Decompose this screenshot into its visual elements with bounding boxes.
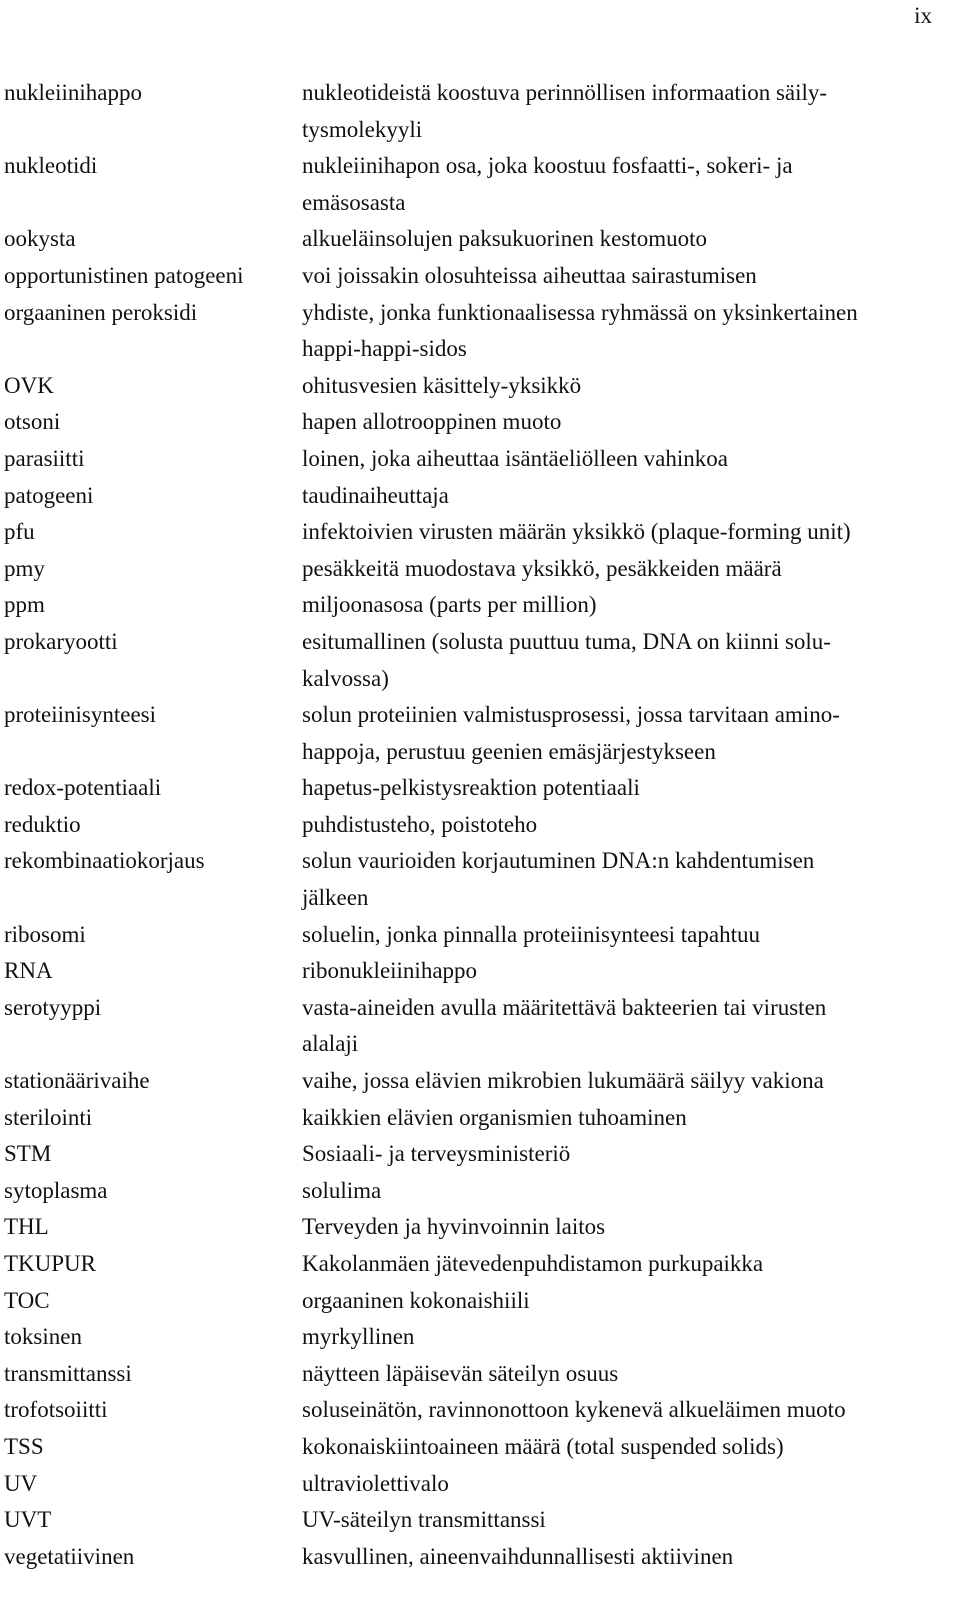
glossary-term: pmy xyxy=(4,555,45,581)
glossary-entry xyxy=(4,1539,940,1576)
glossary-definition: soluseinätön, ravinnonottoon kykenevä alkueläimen muoto xyxy=(302,1397,846,1423)
glossary-entry xyxy=(4,770,940,807)
glossary-entry xyxy=(4,221,940,258)
glossary-entry xyxy=(4,587,940,624)
glossary-term: UV xyxy=(4,1470,38,1496)
glossary-definition: vasta-aineiden avulla määritettävä bakteerien tai virusten alalaji xyxy=(302,994,827,1057)
glossary-definition: taudinaiheuttaja xyxy=(302,482,449,508)
glossary-definition: alkueläinsolujen paksukuorinen kestomuoto xyxy=(302,226,707,252)
glossary-definition: infektoivien virusten määrän yksikkö (plaque-forming unit) xyxy=(302,519,851,545)
glossary-definition: voi joissakin olosuhteissa aiheuttaa sairastumisen xyxy=(302,262,757,288)
glossary-entry xyxy=(4,258,940,295)
glossary-definition: yhdiste, jonka funktionaalisessa ryhmässä on yksinkertainen happi-happi-sidos xyxy=(302,299,858,362)
glossary-term: stationäärivaihe xyxy=(4,1068,150,1094)
glossary-entry xyxy=(4,1209,940,1246)
glossary-entry xyxy=(4,1356,940,1393)
glossary-term: vegetatiivinen xyxy=(4,1543,135,1569)
glossary-term: rekombinaatiokorjaus xyxy=(4,848,205,874)
glossary-definition: solun vaurioiden korjautuminen DNA:n kahdentumisen jälkeen xyxy=(302,848,815,911)
glossary-definition: kasvullinen, aineenvaihdunnallisesti aktiivinen xyxy=(302,1543,734,1569)
glossary-entry xyxy=(4,1502,940,1539)
glossary-term: STM xyxy=(4,1141,52,1167)
glossary-definition: loinen, joka aiheuttaa isäntäeliölleen vahinkoa xyxy=(302,445,728,471)
page-number: ix xyxy=(914,3,932,28)
glossary-definition: puhdistusteho, poistoteho xyxy=(302,811,538,837)
glossary-term: parasiitti xyxy=(4,445,85,471)
glossary-definition: ohitusvesien käsittely-yksikkö xyxy=(302,372,582,398)
glossary-entry xyxy=(4,807,940,844)
glossary-list xyxy=(4,75,940,1575)
glossary-entry xyxy=(4,990,940,1063)
glossary-entry xyxy=(4,368,940,405)
glossary-term: serotyyppi xyxy=(4,994,102,1020)
glossary-term: ribosomi xyxy=(4,921,86,947)
glossary-definition: orgaaninen kokonaishiili xyxy=(302,1287,530,1313)
glossary-term: UVT xyxy=(4,1507,52,1533)
glossary-entry xyxy=(4,148,940,221)
glossary-definition: myrkyllinen xyxy=(302,1324,415,1350)
glossary-entry xyxy=(4,843,940,916)
glossary-entry xyxy=(4,1063,940,1100)
glossary-term: RNA xyxy=(4,958,53,984)
glossary-entry xyxy=(4,75,940,148)
glossary-term: THL xyxy=(4,1214,49,1240)
glossary-entry xyxy=(4,1392,940,1429)
glossary-term: trofotsoiitti xyxy=(4,1397,108,1423)
glossary-term: prokaryootti xyxy=(4,628,118,654)
glossary-definition: hapetus-pelkistysreaktion potentiaali xyxy=(302,775,640,801)
glossary-entry xyxy=(4,1100,940,1137)
glossary-definition: Sosiaali- ja terveysministeriö xyxy=(302,1141,571,1167)
glossary-definition: kaikkien elävien organismien tuhoaminen xyxy=(302,1104,687,1130)
glossary-definition: ribonukleiinihappo xyxy=(302,958,478,984)
glossary-entry xyxy=(4,1283,940,1320)
glossary-definition: solun proteiinien valmistusprosessi, jossa tarvitaan amino- happoja, perustuu geenien emäsjärjestykseen xyxy=(302,702,840,764)
glossary-entry xyxy=(4,478,940,515)
glossary-term: TOC xyxy=(4,1287,50,1313)
glossary-definition: Kakolanmäen jätevedenpuhdistamon purkupaikka xyxy=(302,1251,764,1276)
glossary-definition: pesäkkeitä muodostava yksikkö, pesäkkeiden määrä xyxy=(302,555,782,581)
glossary-term: nukleiinihappo xyxy=(4,80,142,105)
glossary-entry xyxy=(4,441,940,478)
glossary-definition: UV-säteilyn transmittanssi xyxy=(302,1507,546,1533)
glossary-term: redox-potentiaali xyxy=(4,775,162,801)
glossary-term: TKUPUR xyxy=(4,1251,97,1276)
glossary-definition: Terveyden ja hyvinvoinnin laitos xyxy=(302,1214,606,1240)
glossary-entry xyxy=(4,624,940,697)
glossary-definition: solulima xyxy=(302,1177,382,1203)
glossary-term: proteiinisynteesi xyxy=(4,702,157,728)
glossary-entry xyxy=(4,1246,940,1283)
glossary-term: orgaaninen peroksidi xyxy=(4,299,198,325)
glossary-term: otsoni xyxy=(4,409,61,435)
glossary-entry xyxy=(4,551,940,588)
glossary-definition: ultraviolettivalo xyxy=(302,1470,449,1496)
glossary-term: patogeeni xyxy=(4,482,94,508)
glossary-entry xyxy=(4,917,940,954)
glossary-entry xyxy=(4,1319,940,1356)
glossary-definition: nukleotideistä koostuva perinnöllisen informaation säily- tysmolekyyli xyxy=(302,80,828,142)
glossary-term: nukleotidi xyxy=(4,153,98,179)
glossary-term: sytoplasma xyxy=(4,1177,108,1203)
glossary-definition: esitumallinen (solusta puuttuu tuma, DNA on kiinni solu- kalvossa) xyxy=(302,628,831,691)
glossary-entry xyxy=(4,1136,940,1173)
glossary-entry xyxy=(4,1173,940,1210)
glossary-definition: kokonaiskiintoaineen määrä (total suspended solids) xyxy=(302,1433,784,1459)
glossary-term: TSS xyxy=(4,1433,44,1459)
glossary-entry xyxy=(4,404,940,441)
glossary-definition: soluelin, jonka pinnalla proteiinisynteesi tapahtuu xyxy=(302,921,760,947)
glossary-term: OVK xyxy=(4,372,54,398)
glossary-term: sterilointi xyxy=(4,1104,93,1130)
glossary-definition: miljoonasosa (parts per million) xyxy=(302,592,597,618)
glossary-term: pfu xyxy=(4,519,35,545)
glossary-term: reduktio xyxy=(4,811,81,837)
glossary-term: ppm xyxy=(4,592,45,618)
glossary-entry xyxy=(4,1429,940,1466)
glossary-definition: hapen allotrooppinen muoto xyxy=(302,409,562,435)
glossary-entry xyxy=(4,697,940,770)
glossary-term: ookysta xyxy=(4,226,76,252)
glossary-definition: näytteen läpäisevän säteilyn osuus xyxy=(302,1360,619,1386)
glossary-term: toksinen xyxy=(4,1324,82,1350)
glossary-term: transmittanssi xyxy=(4,1360,132,1386)
glossary-entry xyxy=(4,1466,940,1503)
glossary-definition: vaihe, jossa elävien mikrobien lukumäärä säilyy vakiona xyxy=(302,1068,824,1094)
glossary-term: opportunistinen patogeeni xyxy=(4,262,244,288)
glossary-entry xyxy=(4,953,940,990)
glossary-definition: nukleiinihapon osa, joka koostuu fosfaatti-, sokeri- ja emäsosasta xyxy=(302,153,793,215)
glossary-entry xyxy=(4,514,940,551)
glossary-entry xyxy=(4,295,940,368)
